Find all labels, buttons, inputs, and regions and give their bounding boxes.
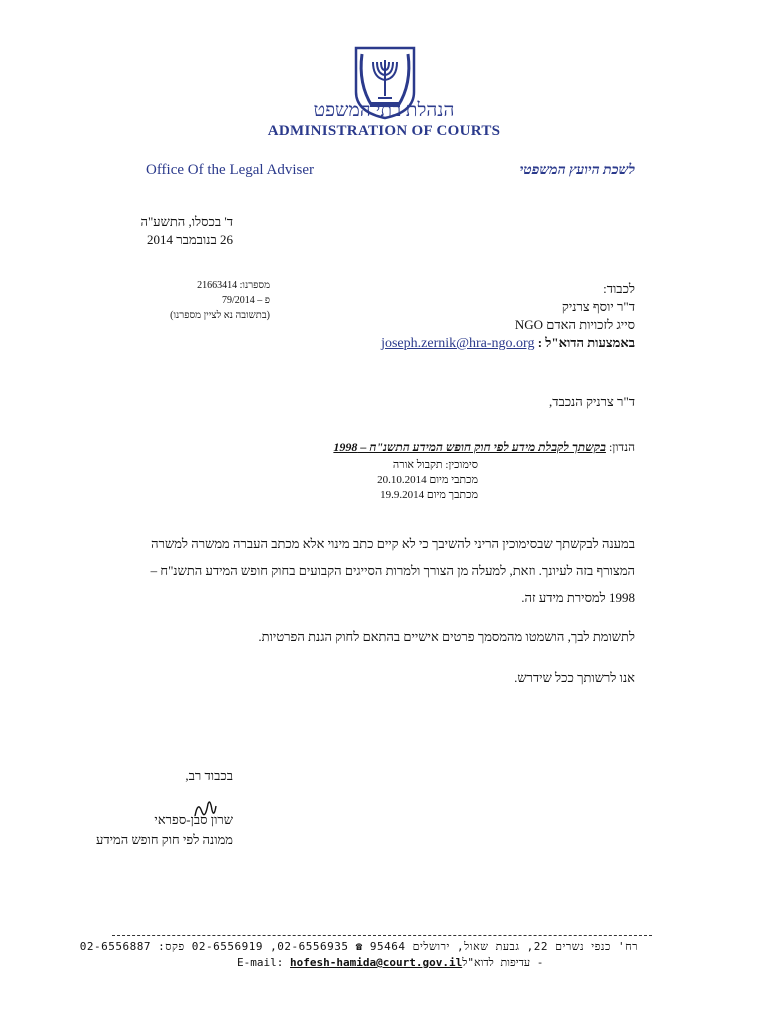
closing: בכבוד רב, <box>185 768 233 783</box>
organization-name-hebrew: הנהלת בתי המשפט <box>313 100 455 121</box>
footer-address: רח' כנפי נשרים 22, גבעת שאול, ירושלים 95464 ☎ 02-6556935, 02-6556919 פקס: 02-6556887 <box>79 940 638 953</box>
recipient-name: ד"ר יוסף צרניק <box>561 299 635 314</box>
salutation: ד"ר צרניק הנכבד, <box>548 394 635 409</box>
date-gregorian: 26 בנובמבר 2014 <box>147 232 233 247</box>
reference-item-1: מכתבי מיום 20.10.2014 <box>377 474 478 486</box>
recipient-email-line <box>381 334 635 353</box>
references-label: סימוכין: תקבול אורה <box>392 459 478 471</box>
recipient-to: לכבוד: <box>603 281 635 296</box>
reference-note: (בתשובה נא לציין מספרנו) <box>170 310 270 321</box>
office-name-hebrew: לשכת היועץ המשפטי <box>519 163 635 178</box>
references-list <box>377 458 478 503</box>
footer-divider <box>112 935 652 936</box>
subject-line <box>333 440 635 455</box>
date-hebrew: ד' בכסלו, התשע"ה <box>140 214 233 229</box>
office-name-english: Office Of the Legal Adviser <box>146 162 314 178</box>
recipient-email-label: באמצעות הדוא"ל : <box>537 335 635 350</box>
reference-file: פ – 79/2014 <box>221 295 270 306</box>
footer-email-preference: - עדיפות לדוא"ל <box>462 956 550 969</box>
signer-title: ממונה לפי חוק חופש המידע <box>96 832 233 847</box>
subject-title: בקשתך לקבלת מידע לפי חוק חופש המידע התשנ"ח – 1998 <box>333 440 606 454</box>
organization-name-english: ADMINISTRATION OF COURTS <box>267 123 501 139</box>
reference-number: מספרנו: 21663414 <box>197 280 270 291</box>
reference-item-2: מכתבך מיום 19.9.2014 <box>380 489 478 501</box>
body-paragraph-1: במענה לבקשתך שבסימוכין הריני להשיבך כי לא קיים כתב מינוי אלא מכתב העברה ממשרה למשרה המצורף בזה לעיונך. וזאת, למעלה מן הצורך ולמרות הסייגים הקבועים בחוק חופש המידע התשנ"ח – 1998 למסירת מידע זה. <box>150 536 635 605</box>
letter-date <box>140 213 233 249</box>
reference-block <box>170 278 270 323</box>
signer-name: שרון סבן-ספראי <box>154 812 233 827</box>
body-paragraph-3: אנו לרשותך ככל שידרש. <box>514 670 635 685</box>
footer-email-label: E-mail: <box>237 956 284 969</box>
recipient-email-link[interactable]: joseph.zernik@hra-ngo.org <box>381 336 535 351</box>
footer-email-line <box>237 956 550 969</box>
subject-label: הנדון: <box>605 440 635 454</box>
signer-block <box>96 810 233 850</box>
recipient-org: סייג לזכויות האדם NGO <box>514 317 635 332</box>
footer-email-link[interactable]: hofesh-hamida@court.gov.il <box>290 956 463 969</box>
recipient-block <box>381 280 635 353</box>
body-paragraph-2: לתשומת לבך, הושמטו מהמסמך פרטים אישיים בהתאם לחוק הגנת הפרטיות. <box>258 629 635 644</box>
